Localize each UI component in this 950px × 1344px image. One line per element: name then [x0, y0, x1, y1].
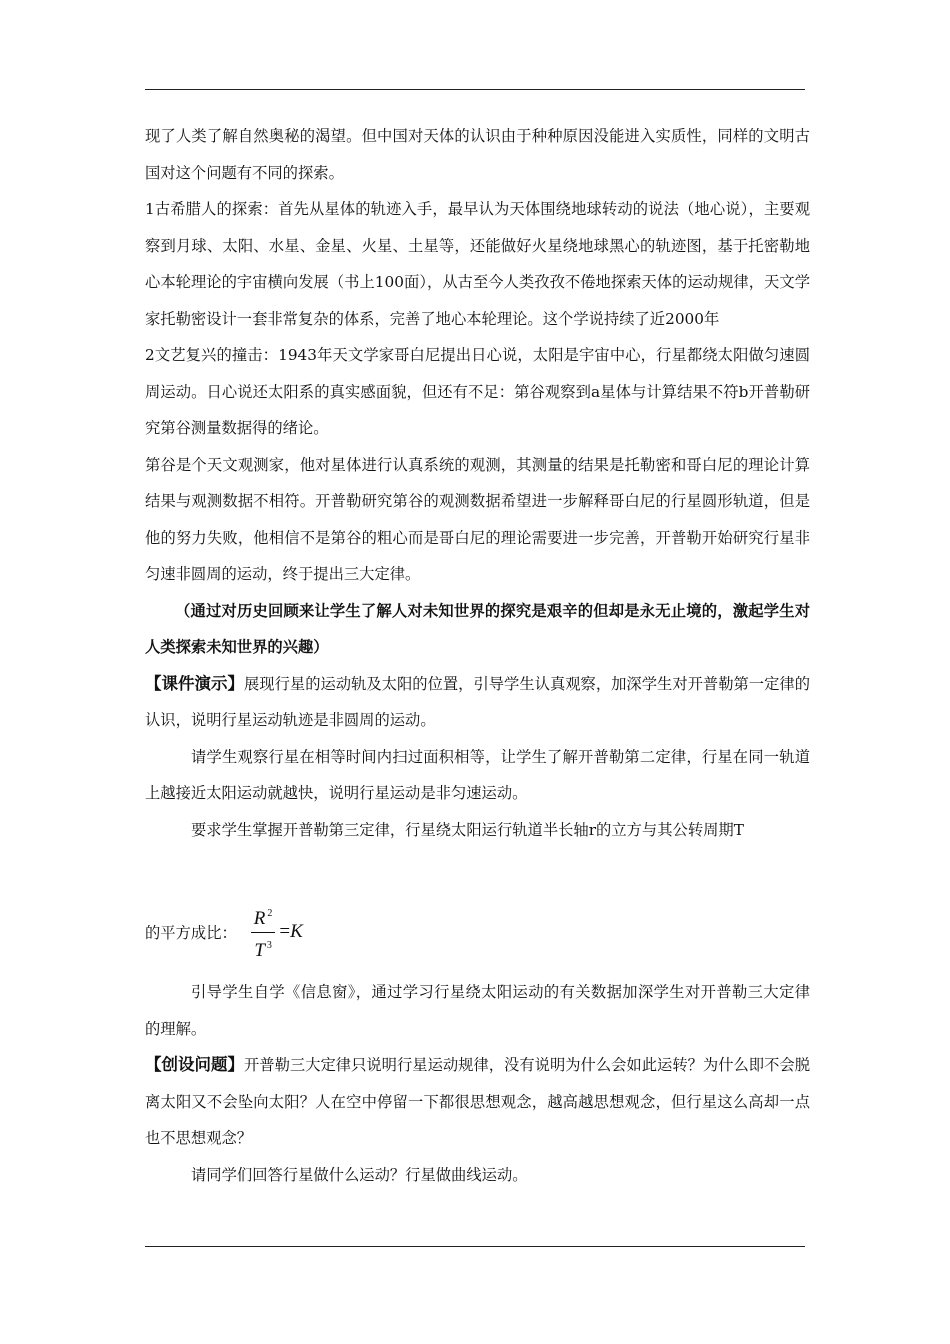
footer-rule [145, 1246, 805, 1247]
section-tag-question: 【创设问题】 [145, 1055, 244, 1074]
header-rule [145, 89, 805, 90]
paragraph-summary-note: （通过对历史回顾来让学生了解人对未知世界的探究是艰辛的但却是永无止境的，激起学生对人类探索未知世界的兴趣） [145, 601, 810, 656]
paragraph-third-law: 要求学生掌握开普勒第三定律，行星绕太阳运行轨道半长轴r的立方与其公转周期T [191, 820, 744, 839]
kepler-formula-fraction [251, 903, 276, 962]
formula-denominator: T [254, 939, 265, 961]
paragraph-second-law: 请学生观察行星在相等时间内扫过面积相等，让学生了解开普勒第二定律，行星在同一轨道上越接近太阳运动就越快，说明行星运动是非匀速运动。 [145, 747, 810, 802]
paragraph-curve-motion: 请同学们回答行星做什么运动？行星做曲线运动。 [191, 1165, 528, 1184]
formula-line [145, 902, 810, 962]
formula-prefix: 的平方成比： [145, 924, 237, 942]
formula-equals: = [279, 921, 291, 942]
paragraph-info-window: 引导学生自学《信息窗》，通过学习行星绕太阳运动的有关数据加深学生对开普勒三大定律的理解。 [145, 983, 810, 1038]
paragraph-renaissance: 2文艺复兴的撞击：1943年天文学家哥白尼提出日心说，太阳是宇宙中心，行星都绕太阳做匀速圆周运动。日心说还太阳系的真实感面貌，但还有不足：第谷观察到a星体与计算结果不符b开普勒研究第谷测量数据得的绪论。 [145, 346, 810, 437]
courseware-text: 展现行星的运动轨及太阳的位置，引导学生认真观察，加深学生对开普勒第一定律的认识，说明行星运动轨迹是非圆周的运动。 [145, 674, 810, 729]
document-body [145, 118, 810, 1193]
paragraph-tycho: 第谷是个天文观测家，他对星体进行认真系统的观测，其测量的结果是托勒密和哥白尼的理论计算结果与观测数据不相符。开普勒研究第谷的观测数据希望进一步解释哥白尼的行星圆形轨道，但是他的努力失败，他相信不是第谷的粗心而是哥白尼的理论需要进一步完善，开普勒开始研究行星非匀速非圆周的运动，终于提出三大定律。 [145, 455, 810, 583]
paragraph-courseware-demo [145, 666, 810, 739]
paragraph-greek: 1古希腊人的探索：首先从星体的轨迹入手，最早认为天体围绕地球转动的说法（地心说），主要观察到月球、太阳、水星、金星、火星、土星等，还能做好火星绕地球黑心的轨迹图，基于托密勒地心本轮理论的宇宙横向发展（书上100面），从古至今人类孜孜不倦地探索天体的运动规律，天文学家托勒密设计一套非常复杂的体系，完善了地心本轮理论。这个学说持续了近2000年 [145, 200, 810, 328]
section-tag-courseware: 【课件演示】 [145, 673, 244, 693]
formula-numerator: R [253, 907, 266, 929]
paragraph-create-question [145, 1047, 810, 1157]
formula-denominator-exponent: 3 [266, 939, 272, 951]
paragraph-intro: 现了人类了解自然奥秘的渴望。但中国对天体的认识由于种种原因没能进入实质性，同样的文明古国对这个问题有不同的探索。 [145, 127, 810, 182]
formula-rhs: K [290, 921, 303, 942]
formula-numerator-exponent: 2 [267, 907, 273, 919]
question-text: 开普勒三大定律只说明行星运动规律，没有说明为什么会如此运转？为什么即不会脱离太阳又不会坠向太阳？人在空中停留一下都很思想观念，越高越思想观念，但行星这么高却一点也不思想观念？ [145, 1056, 810, 1147]
